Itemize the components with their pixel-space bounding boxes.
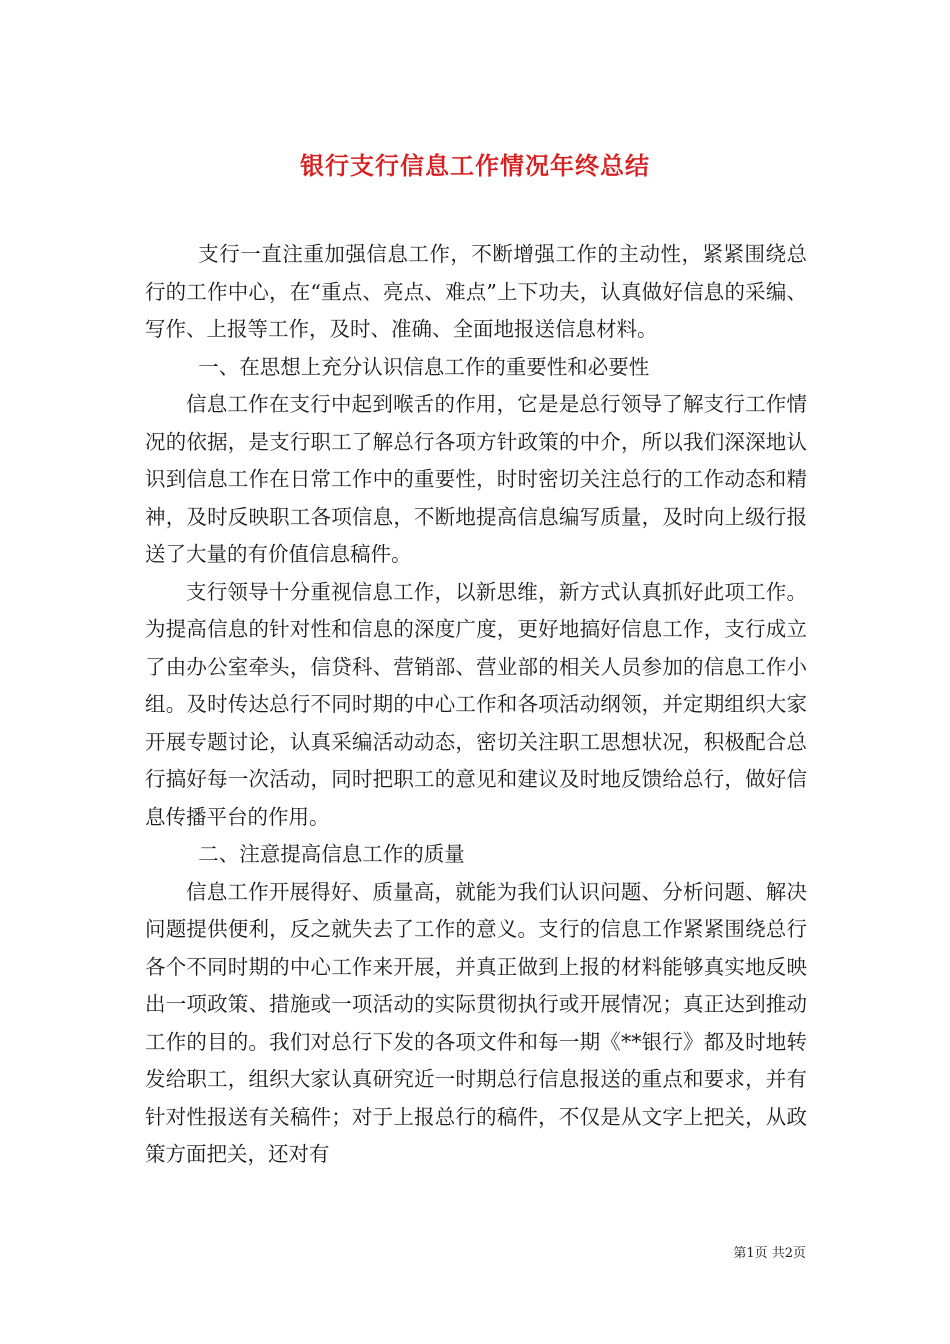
page-number: 第1页 共2页: [733, 1246, 806, 1261]
section-heading-2: 二、注意提高信息工作的质量: [198, 842, 465, 866]
body-paragraph: 信息工作开展得好、质量高，就能为我们认识问题、分析问题、解决问题提供便利，反之就失去了工作的意义。支行的信息工作紧紧围绕总行各个不同时期的中心工作来开展，并真正做到上报的材料能够真实地反映出一项政策、措施或一项活动的实际贯彻执行或开展情况；真正达到推动工作的目的。我们对总行下发的各项文件和每一期《**银行》都及时地转发给职工，组织大家认真研究近一时期总行信息报送的重点和要求，并有针对性报送有关稿件；对于上报总行的稿件，不仅是从文字上把关，从政策方面把关，还对有: [145, 879, 807, 1166]
document-body: [145, 236, 807, 1174]
intro-paragraph: 支行一直注重加强信息工作，不断增强工作的主动性，紧紧围绕总行的工作中心，在“重点、亮点、难点”上下功夫，认真做好信息的采编、写作、上报等工作，及时、准确、全面地报送信息材料。: [145, 242, 807, 341]
document-title: 银行支行信息工作情况年终总结: [300, 151, 650, 181]
body-paragraph: 支行领导十分重视信息工作，以新思维，新方式认真抓好此项工作。为提高信息的针对性和信息的深度广度，更好地搞好信息工作，支行成立了由办公室牵头，信贷科、营销部、营业部的相关人员参加的信息工作小组。及时传达总行不同时期的中心工作和各项活动纲领，并定期组织大家开展专题讨论，认真采编活动动态，密切关注职工思想状况，积极配合总行搞好每一次活动，同时把职工的意见和建议及时地反馈给总行，做好信息传播平台的作用。: [145, 579, 807, 829]
section-heading-1: 一、在思想上充分认识信息工作的重要性和必要性: [198, 354, 650, 379]
body-paragraph: 信息工作在支行中起到喉舌的作用，它是是总行领导了解支行工作情况的依据，是支行职工了解总行各项方针政策的中介，所以我们深深地认识到信息工作在日常工作中的重要性，时时密切关注总行的工作动态和精神，及时反映职工各项信息，不断地提高信息编写质量，及时向上级行报送了大量的有价值信息稿件。: [145, 392, 807, 566]
